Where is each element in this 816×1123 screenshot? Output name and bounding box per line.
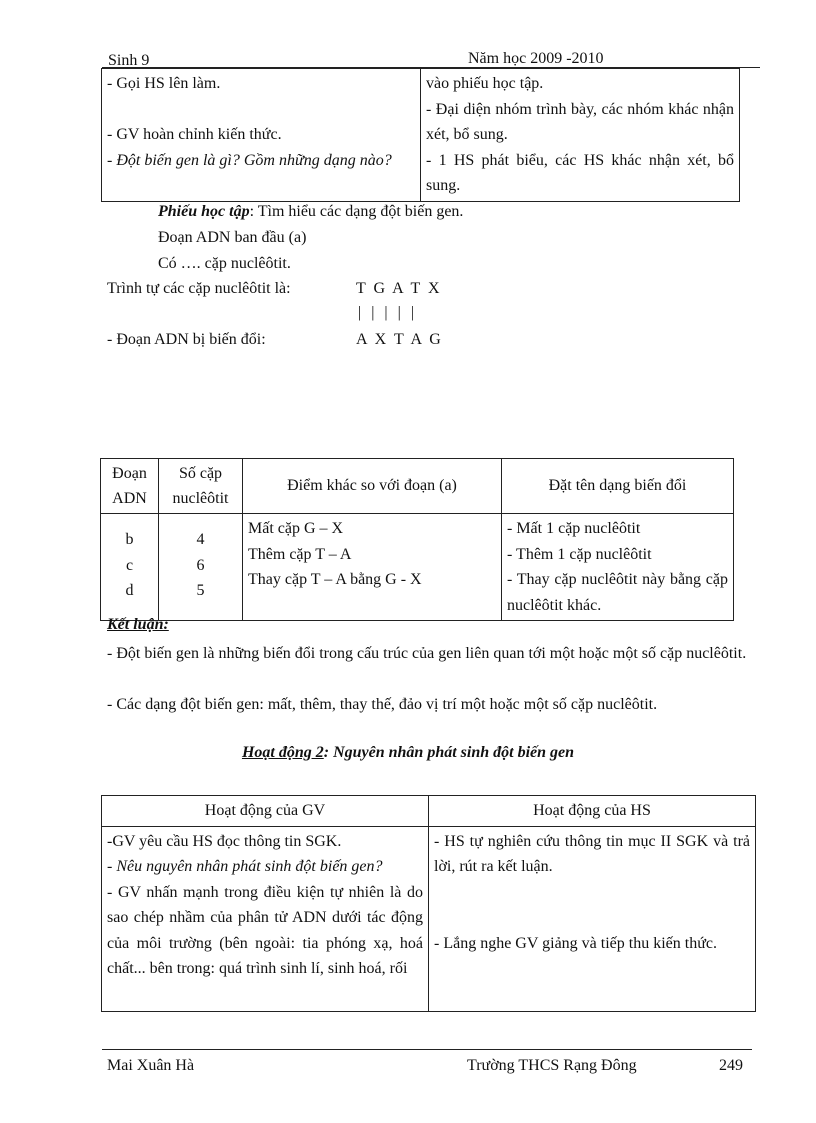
header-school-year: Năm học 2009 -2010 bbox=[468, 50, 604, 67]
teacher-column bbox=[102, 69, 421, 202]
teacher-step-blank bbox=[107, 97, 415, 123]
header-subject: Sinh 9 bbox=[108, 52, 150, 69]
header-segment: Đoạn ADN bbox=[101, 459, 159, 514]
student-activity-gap bbox=[434, 880, 750, 931]
teacher-activity-2: - Nêu nguyên nhân phát sinh đột biến gen? bbox=[107, 858, 383, 875]
worksheet-title-rest: : Tìm hiểu các dạng đột biến gen. bbox=[249, 203, 464, 220]
worksheet-title bbox=[158, 203, 463, 221]
student-step-1: vào phiếu học tập. bbox=[426, 75, 544, 92]
activity-2-title: : Nguyên nhân phát sinh đột biến gen bbox=[323, 744, 575, 761]
segment-c: c bbox=[125, 556, 134, 574]
conclusion-paragraph-2: - Các dạng đột biến gen: mất, thêm, thay thế, đảo vị trí một hoặc một số cặp nuclêôtit. bbox=[107, 696, 658, 713]
mutation-name-b: - Mất 1 cặp nuclêôtit bbox=[507, 520, 641, 537]
activity-2-label: Hoạt động 2 bbox=[241, 744, 324, 761]
segment-d: d bbox=[125, 582, 134, 599]
dna-sequence-top: T G A T X bbox=[356, 280, 442, 297]
teacher-activity-1: -GV yêu cầu HS đọc thông tin SGK. bbox=[107, 832, 342, 850]
header-teacher-activity: Hoạt động của GV bbox=[102, 796, 429, 827]
segment-column bbox=[101, 514, 159, 621]
student-step-2: - Đại diện nhóm trình bày, các nhóm khác nhận xét, bổ sung. bbox=[426, 100, 734, 143]
worksheet-changed-label: - Đoạn ADN bị biến đổi: bbox=[107, 331, 266, 348]
conclusion-title: Kết luận: bbox=[107, 616, 169, 633]
count-column bbox=[159, 514, 243, 621]
worksheet-original-segment: Đoạn ADN ban đầu (a) bbox=[158, 229, 307, 246]
student-activity-2: - Lắng nghe GV giảng và tiếp thu kiến thức. bbox=[434, 934, 717, 952]
mutation-name-column bbox=[502, 514, 734, 621]
student-column bbox=[421, 69, 740, 202]
mutation-name-c: - Thêm 1 cặp nuclêôtit bbox=[507, 545, 652, 563]
footer-page-number: 249 bbox=[719, 1057, 743, 1074]
teacher-question: - Đột biến gen là gì? Gồm những dạng nào? bbox=[107, 151, 392, 169]
footer-author: Mai Xuân Hà bbox=[107, 1057, 195, 1074]
conclusion-paragraph-1: - Đột biến gen là những biến đổi trong cấu trúc của gen liên quan tới một hoặc một số cặp nuclêôtit. bbox=[107, 645, 747, 662]
difference-d: Thay cặp T – A bằng G - X bbox=[248, 571, 422, 588]
teacher-activity-3: - GV nhấn mạnh trong điều kiện tự nhiên là do sao chép nhầm của phân tử ADN dưới tác động của môi trường (bên ngoài: tia phóng xạ, hoá chất... bên trong: quá trình sinh lí, sinh hoá, rối bbox=[107, 883, 423, 977]
difference-b: Mất cặp G – X bbox=[248, 520, 344, 537]
mutation-name-d: - Thay cặp nuclêôtit này bằng cặp nuclêôtit khác. bbox=[507, 571, 728, 614]
difference-c: Thêm cặp T – A bbox=[248, 545, 352, 563]
header-difference: Điểm khác so với đoạn (a) bbox=[243, 459, 502, 514]
teacher-step-1: - Gọi HS lên làm. bbox=[107, 75, 221, 92]
header-student-activity: Hoạt động của HS bbox=[429, 796, 756, 827]
difference-column bbox=[243, 514, 502, 621]
dna-sequence-bottom: A X T A G bbox=[356, 331, 443, 348]
student-activity-cell bbox=[429, 826, 756, 1011]
dna-pair-bonds: | | | | | bbox=[358, 304, 418, 321]
student-step-3: - 1 HS phát biểu, các HS khác nhận xét, bổ sung. bbox=[426, 151, 734, 194]
worksheet-title-label: Phiếu học tập bbox=[158, 203, 250, 220]
teacher-activity-cell bbox=[102, 826, 429, 1011]
header-pair-count: Số cặp nuclêôtit bbox=[159, 459, 243, 514]
teacher-step-2: - GV hoàn chỉnh kiến thức. bbox=[107, 126, 282, 143]
student-activity-1: - HS tự nghiên cứu thông tin mục II SGK và trả lời, rút ra kết luận. bbox=[434, 832, 750, 875]
activity-2-heading bbox=[0, 744, 816, 762]
footer-rule bbox=[102, 1049, 752, 1050]
activity-2-table bbox=[101, 795, 756, 1012]
worksheet-pair-count: Có …. cặp nuclêôtit. bbox=[158, 255, 291, 272]
count-c: 6 bbox=[196, 556, 205, 574]
count-b: 4 bbox=[196, 531, 205, 548]
count-d: 5 bbox=[196, 582, 205, 599]
worksheet-sequence-label: Trình tự các cặp nuclêôtit là: bbox=[107, 280, 291, 297]
segment-b: b bbox=[125, 531, 134, 548]
footer-school: Trường THCS Rạng Đông bbox=[467, 1057, 637, 1074]
activity-table-continued bbox=[101, 68, 740, 202]
header-mutation-name: Đặt tên dạng biến đổi bbox=[502, 459, 734, 514]
mutation-table bbox=[100, 458, 734, 621]
